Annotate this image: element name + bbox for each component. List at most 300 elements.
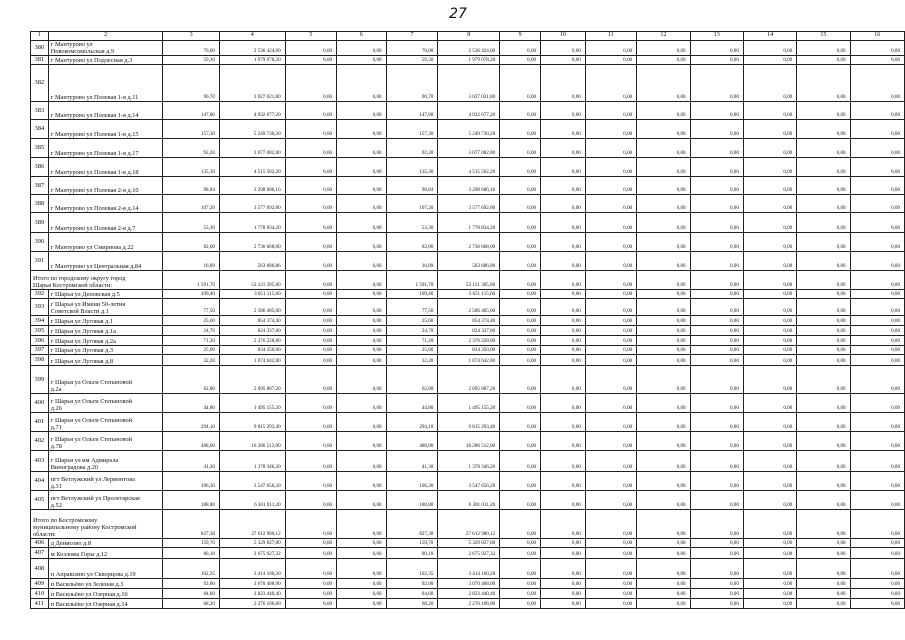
- address-line: г Шарья ул Ольги Степановой: [50, 398, 133, 405]
- value-cell: 147,80: [163, 102, 220, 120]
- value-cell: 106,30: [163, 472, 220, 491]
- value-cell: 71,20: [163, 336, 220, 346]
- value-cell: 0,00: [637, 316, 690, 326]
- value-cell: 92,00: [163, 579, 220, 589]
- value-cell: 0,00: [585, 413, 636, 432]
- value-cell: 77,50: [163, 299, 220, 316]
- value-cell: 0,00: [690, 491, 743, 510]
- value-cell: 16 286 512,00: [219, 432, 285, 451]
- column-number: 3: [163, 32, 220, 41]
- value-cell: 0,00: [285, 271, 336, 290]
- row-number: 385: [31, 139, 49, 158]
- value-cell: 0,00: [850, 252, 904, 271]
- value-cell: 0,00: [690, 432, 743, 451]
- value-cell: 0,00: [850, 432, 904, 451]
- value-cell: 0,00: [743, 539, 796, 548]
- value-cell: 0,00: [797, 336, 850, 346]
- value-cell: 4 515 502,20: [219, 158, 285, 177]
- address-line: г Шарья ул Луговая д.1: [50, 318, 114, 325]
- address-line: муниципальному району Костромской: [33, 524, 137, 531]
- value-cell: 1 495 155,20: [438, 394, 500, 413]
- value-cell: 0,00: [850, 599, 904, 609]
- value-cell: 2 823 440,40: [438, 589, 500, 599]
- table-row: [31, 548, 905, 559]
- value-cell: 2 536 424,00: [219, 41, 285, 56]
- value-cell: 0,00: [850, 299, 904, 316]
- value-cell: 0,00: [797, 579, 850, 589]
- value-cell: 3 577 692,80: [219, 195, 285, 213]
- value-cell: 0,00: [337, 548, 387, 559]
- address-line: г Шарья ул Луговая д.3: [50, 347, 114, 354]
- value-cell: 0,00: [850, 213, 904, 233]
- row-number: 393: [31, 299, 49, 316]
- value-cell: 0,00: [337, 432, 387, 451]
- value-cell: 0,00: [500, 41, 541, 56]
- value-cell: 3 414 160,20: [219, 559, 285, 579]
- value-cell: 0,00: [285, 177, 336, 195]
- value-cell: 0,00: [743, 579, 796, 589]
- value-cell: 0,00: [637, 252, 690, 271]
- value-cell: 32,20: [163, 355, 220, 366]
- row-number: 395: [31, 326, 49, 336]
- value-cell: 0,00: [743, 271, 796, 290]
- value-cell: 0,00: [500, 394, 541, 413]
- value-cell: 80,18: [386, 548, 438, 559]
- value-cell: 0,00: [541, 579, 586, 589]
- value-cell: 0,00: [541, 432, 586, 451]
- value-cell: 0,00: [337, 41, 387, 56]
- value-cell: 0,00: [285, 336, 336, 346]
- table-row: [31, 366, 905, 394]
- value-cell: 5 249 730,20: [219, 120, 285, 139]
- value-cell: 0,00: [850, 65, 904, 102]
- value-cell: 0,00: [541, 290, 586, 299]
- column-number: 13: [690, 32, 743, 41]
- value-cell: 0,00: [541, 548, 586, 559]
- value-cell: 0,00: [690, 366, 743, 394]
- value-cell: 0,00: [541, 413, 586, 432]
- value-cell: 0,00: [337, 559, 387, 579]
- address-line: д.52: [50, 502, 62, 509]
- value-cell: 0,00: [797, 326, 850, 336]
- row-number: 405: [31, 491, 49, 510]
- row-number: 386: [31, 158, 49, 177]
- value-cell: 0,00: [337, 233, 387, 252]
- value-cell: 0,00: [797, 102, 850, 120]
- value-cell: 834 350,00: [438, 346, 500, 355]
- value-cell: 2 276 106,80: [438, 599, 500, 609]
- value-cell: 3 651 115,60: [438, 290, 500, 299]
- value-cell: 25,00: [163, 346, 220, 355]
- value-cell: 0,00: [541, 336, 586, 346]
- row-number: 390: [31, 233, 49, 252]
- row-number: 403: [31, 451, 49, 472]
- address-line: г Шарья ул Ольги Степановой: [50, 417, 133, 424]
- value-cell: 0,00: [637, 120, 690, 139]
- value-cell: 5 329 827,80: [438, 539, 500, 548]
- value-cell: 76,00: [386, 41, 438, 56]
- value-cell: 0,00: [797, 355, 850, 366]
- value-cell: 0,00: [337, 355, 387, 366]
- value-cell: 90,70: [163, 65, 220, 102]
- address-cell: [48, 102, 163, 120]
- value-cell: 3 298 686,16: [219, 177, 285, 195]
- value-cell: 0,00: [637, 65, 690, 102]
- value-cell: 0,00: [337, 366, 387, 394]
- value-cell: 0,00: [337, 102, 387, 120]
- value-cell: 1 778 834,20: [219, 213, 285, 233]
- table-row: [31, 336, 905, 346]
- column-number: 16: [850, 32, 904, 41]
- value-cell: 157,30: [163, 120, 220, 139]
- value-cell: 53 121 395,80: [438, 271, 500, 290]
- value-cell: 135,30: [163, 158, 220, 177]
- value-cell: 0,00: [585, 139, 636, 158]
- value-cell: 59,30: [386, 56, 438, 65]
- value-cell: 0,00: [337, 510, 387, 539]
- value-cell: 0,00: [337, 213, 387, 233]
- table-row: [31, 451, 905, 472]
- value-cell: 2 675 927,32: [438, 548, 500, 559]
- value-cell: 68,20: [163, 599, 220, 609]
- value-cell: 0,00: [541, 599, 586, 609]
- value-cell: 0,00: [337, 195, 387, 213]
- value-cell: 1 979 078,20: [438, 56, 500, 65]
- value-cell: 2 823 440,40: [219, 589, 285, 599]
- value-cell: 0,00: [743, 195, 796, 213]
- value-cell: 0,00: [850, 271, 904, 290]
- address-cell: [48, 472, 163, 491]
- column-number: 6: [337, 32, 387, 41]
- value-cell: 2 586 485,00: [219, 299, 285, 316]
- value-cell: 0,00: [637, 41, 690, 56]
- value-cell: 0,00: [797, 548, 850, 559]
- value-cell: 0,00: [637, 472, 690, 491]
- table-row: [31, 252, 905, 271]
- table-row: [31, 290, 905, 299]
- column-number: 9: [500, 32, 541, 41]
- value-cell: 82,00: [386, 233, 438, 252]
- column-number: 11: [585, 32, 636, 41]
- value-cell: 0,00: [337, 56, 387, 65]
- address-line: г Мантурово ул Полевая 2-я д.7: [50, 225, 136, 232]
- table-row: [31, 472, 905, 491]
- value-cell: 0,00: [541, 355, 586, 366]
- value-cell: 3 414 160,20: [438, 559, 500, 579]
- value-cell: 0,00: [850, 158, 904, 177]
- value-cell: 563 686,86: [219, 252, 285, 271]
- value-cell: 0,00: [585, 346, 636, 355]
- address-line: г Мантурово ул Полевая 1-я д.11: [50, 94, 139, 101]
- column-number: 7: [386, 32, 438, 41]
- table-row: [31, 589, 905, 599]
- value-cell: 0,00: [285, 413, 336, 432]
- value-cell: 0,00: [797, 316, 850, 326]
- address-cell: [48, 539, 163, 548]
- value-cell: 135,30: [386, 158, 438, 177]
- value-cell: 0,00: [337, 139, 387, 158]
- address-cell: [48, 316, 163, 326]
- value-cell: 0,00: [285, 233, 336, 252]
- value-cell: 107,20: [386, 195, 438, 213]
- value-cell: 0,00: [285, 252, 336, 271]
- value-cell: 0,00: [500, 548, 541, 559]
- value-cell: 0,00: [690, 65, 743, 102]
- address-line: д.71: [50, 424, 62, 431]
- value-cell: 3 651 115,60: [219, 290, 285, 299]
- table-row: [31, 158, 905, 177]
- value-cell: 0,00: [797, 394, 850, 413]
- address-cell: [48, 559, 163, 579]
- value-cell: 0,00: [637, 432, 690, 451]
- address-line: пгт Ветлужский ул Пролетарская: [50, 495, 140, 502]
- value-cell: 0,00: [850, 120, 904, 139]
- address-cell: [48, 336, 163, 346]
- value-cell: 157,30: [386, 120, 438, 139]
- address-cell: [48, 326, 163, 336]
- value-cell: 41,30: [386, 451, 438, 472]
- value-cell: 0,00: [337, 326, 387, 336]
- value-cell: 0,00: [285, 394, 336, 413]
- value-cell: 0,00: [690, 599, 743, 609]
- table-row: [31, 539, 905, 548]
- value-cell: 0,00: [500, 195, 541, 213]
- total-label: [31, 510, 163, 539]
- value-cell: 9 815 293,40: [438, 413, 500, 432]
- value-cell: 109,40: [163, 290, 220, 299]
- row-number: 410: [31, 589, 49, 599]
- column-number: 10: [541, 32, 586, 41]
- address-cell: [48, 177, 163, 195]
- value-cell: 77,50: [386, 299, 438, 316]
- value-cell: 3 577 692,80: [438, 195, 500, 213]
- value-cell: 0,00: [337, 346, 387, 355]
- value-cell: 0,00: [743, 299, 796, 316]
- value-cell: 0,00: [743, 326, 796, 336]
- address-line: п Апраксино ул Скворцова д.19: [50, 571, 136, 578]
- value-cell: 0,00: [690, 195, 743, 213]
- row-number: 404: [31, 472, 49, 491]
- value-cell: 0,00: [797, 539, 850, 548]
- address-cell: [48, 589, 163, 599]
- value-cell: 0,00: [637, 451, 690, 472]
- value-cell: 0,00: [743, 102, 796, 120]
- value-cell: 0,00: [585, 299, 636, 316]
- value-cell: 188,80: [386, 491, 438, 510]
- value-cell: 0,00: [797, 413, 850, 432]
- value-cell: 1 778 834,20: [438, 213, 500, 233]
- value-cell: 3 077 082,80: [438, 139, 500, 158]
- value-cell: 16,89: [163, 252, 220, 271]
- value-cell: 107,20: [163, 195, 220, 213]
- value-cell: 0,00: [541, 233, 586, 252]
- value-cell: 0,00: [637, 355, 690, 366]
- value-cell: 0,00: [337, 177, 387, 195]
- value-cell: 0,00: [637, 394, 690, 413]
- value-cell: 0,00: [285, 491, 336, 510]
- address-line: г Мантурово ул Полевая 1-я д.18: [50, 169, 139, 176]
- value-cell: 0,00: [850, 326, 904, 336]
- value-cell: 0,00: [797, 41, 850, 56]
- value-cell: 0,00: [500, 510, 541, 539]
- value-cell: 59,30: [163, 56, 220, 65]
- value-cell: 0,00: [541, 271, 586, 290]
- value-cell: 109,40: [386, 290, 438, 299]
- value-cell: 4 515 502,20: [438, 158, 500, 177]
- value-cell: 0,00: [850, 102, 904, 120]
- row-number: 401: [31, 413, 49, 432]
- value-cell: 0,00: [797, 510, 850, 539]
- value-cell: 0,00: [585, 177, 636, 195]
- value-cell: 0,00: [585, 233, 636, 252]
- address-line: Итого по Костромскому: [33, 517, 98, 524]
- table-row: [31, 432, 905, 451]
- value-cell: 0,00: [797, 233, 850, 252]
- table-row: [31, 120, 905, 139]
- value-cell: 0,00: [337, 316, 387, 326]
- address-line: г Шарья ул Луговая д.1а: [50, 328, 116, 335]
- value-cell: 0,00: [850, 233, 904, 252]
- value-cell: 0,00: [541, 589, 586, 599]
- value-cell: 0,00: [850, 355, 904, 366]
- value-cell: 294,10: [163, 413, 220, 432]
- address-line: п Васильёво ул Озерная д.10: [50, 591, 128, 598]
- value-cell: 102,35: [386, 559, 438, 579]
- value-cell: 3 547 656,20: [219, 472, 285, 491]
- value-cell: 0,00: [585, 102, 636, 120]
- value-cell: 90,70: [386, 65, 438, 102]
- address-line: д.2а: [50, 386, 62, 393]
- address-cell: [48, 139, 163, 158]
- column-number: 8: [438, 32, 500, 41]
- value-cell: 0,00: [585, 366, 636, 394]
- value-cell: 0,00: [637, 491, 690, 510]
- address-line: д.78: [50, 443, 62, 450]
- value-cell: 16,89: [386, 252, 438, 271]
- value-cell: 0,00: [850, 472, 904, 491]
- value-cell: 0,00: [850, 336, 904, 346]
- column-number: 4: [219, 32, 285, 41]
- value-cell: 0,00: [850, 539, 904, 548]
- value-cell: 0,00: [585, 120, 636, 139]
- address-cell: [48, 413, 163, 432]
- value-cell: 0,00: [337, 451, 387, 472]
- address-line: д.26: [50, 405, 62, 412]
- address-line: Виноградова д.20: [50, 464, 99, 471]
- value-cell: 0,00: [797, 451, 850, 472]
- table-row: [31, 394, 905, 413]
- value-cell: 0,00: [743, 394, 796, 413]
- table-row: [31, 579, 905, 589]
- value-cell: 0,00: [743, 548, 796, 559]
- value-cell: 0,00: [500, 271, 541, 290]
- value-cell: 824 337,80: [219, 326, 285, 336]
- value-cell: 0,00: [690, 548, 743, 559]
- value-cell: 0,00: [285, 346, 336, 355]
- address-line: пгт Ветлужский ул Лермонтова: [50, 476, 135, 483]
- value-cell: 0,00: [850, 451, 904, 472]
- value-cell: 0,00: [541, 326, 586, 336]
- value-cell: 0,00: [797, 599, 850, 609]
- value-cell: 0,00: [500, 65, 541, 102]
- value-cell: 0,00: [850, 346, 904, 355]
- total-row: [31, 271, 905, 290]
- value-cell: 854 374,40: [219, 316, 285, 326]
- value-cell: 2 736 668,00: [438, 233, 500, 252]
- value-cell: 0,00: [850, 316, 904, 326]
- value-cell: 0,00: [585, 589, 636, 599]
- value-cell: 0,00: [850, 589, 904, 599]
- value-cell: 25,60: [386, 316, 438, 326]
- value-cell: 0,00: [743, 56, 796, 65]
- value-cell: 0,00: [337, 290, 387, 299]
- value-cell: 0,00: [585, 510, 636, 539]
- value-cell: 0,00: [585, 316, 636, 326]
- row-number: 396: [31, 336, 49, 346]
- value-cell: 0,00: [690, 41, 743, 56]
- value-cell: 0,00: [285, 316, 336, 326]
- row-number: 409: [31, 579, 49, 589]
- value-cell: 0,00: [285, 510, 336, 539]
- value-cell: 0,00: [797, 213, 850, 233]
- value-cell: 0,00: [500, 589, 541, 599]
- value-cell: 0,00: [797, 589, 850, 599]
- value-cell: 102,35: [163, 559, 220, 579]
- value-cell: 0,00: [743, 472, 796, 491]
- address-cell: [48, 252, 163, 271]
- table-row: [31, 326, 905, 336]
- value-cell: 0,00: [797, 56, 850, 65]
- value-cell: 0,00: [285, 41, 336, 56]
- row-number: 394: [31, 316, 49, 326]
- value-cell: 0,00: [585, 394, 636, 413]
- value-cell: 0,00: [285, 432, 336, 451]
- row-number: 381: [31, 56, 49, 65]
- address-cell: [48, 599, 163, 609]
- value-cell: 1 378 346,20: [219, 451, 285, 472]
- value-cell: 0,00: [500, 336, 541, 346]
- value-cell: 0,00: [690, 271, 743, 290]
- value-cell: 0,00: [743, 432, 796, 451]
- address-cell: [48, 346, 163, 355]
- value-cell: 0,00: [285, 326, 336, 336]
- value-cell: 0,00: [541, 177, 586, 195]
- value-cell: 4 932 677,20: [438, 102, 500, 120]
- value-cell: 3 077 082,80: [219, 139, 285, 158]
- value-cell: 0,00: [500, 299, 541, 316]
- value-cell: 0,00: [585, 213, 636, 233]
- value-cell: 0,00: [637, 366, 690, 394]
- value-cell: 0,00: [337, 120, 387, 139]
- value-cell: 0,00: [850, 290, 904, 299]
- value-cell: 71,20: [386, 336, 438, 346]
- table-row: [31, 65, 905, 102]
- value-cell: 0,00: [285, 56, 336, 65]
- value-cell: 0,00: [337, 413, 387, 432]
- value-cell: 0,00: [500, 599, 541, 609]
- value-cell: 827,38: [386, 510, 438, 539]
- value-cell: 0,00: [797, 139, 850, 158]
- value-cell: 0,00: [850, 177, 904, 195]
- value-cell: 0,00: [743, 41, 796, 56]
- value-cell: 6 301 011,20: [219, 491, 285, 510]
- value-cell: 0,00: [500, 290, 541, 299]
- value-cell: 0,00: [743, 336, 796, 346]
- value-cell: 80,18: [163, 548, 220, 559]
- value-cell: 3 027 021,80: [219, 65, 285, 102]
- value-cell: 0,00: [850, 195, 904, 213]
- value-cell: 0,00: [541, 559, 586, 579]
